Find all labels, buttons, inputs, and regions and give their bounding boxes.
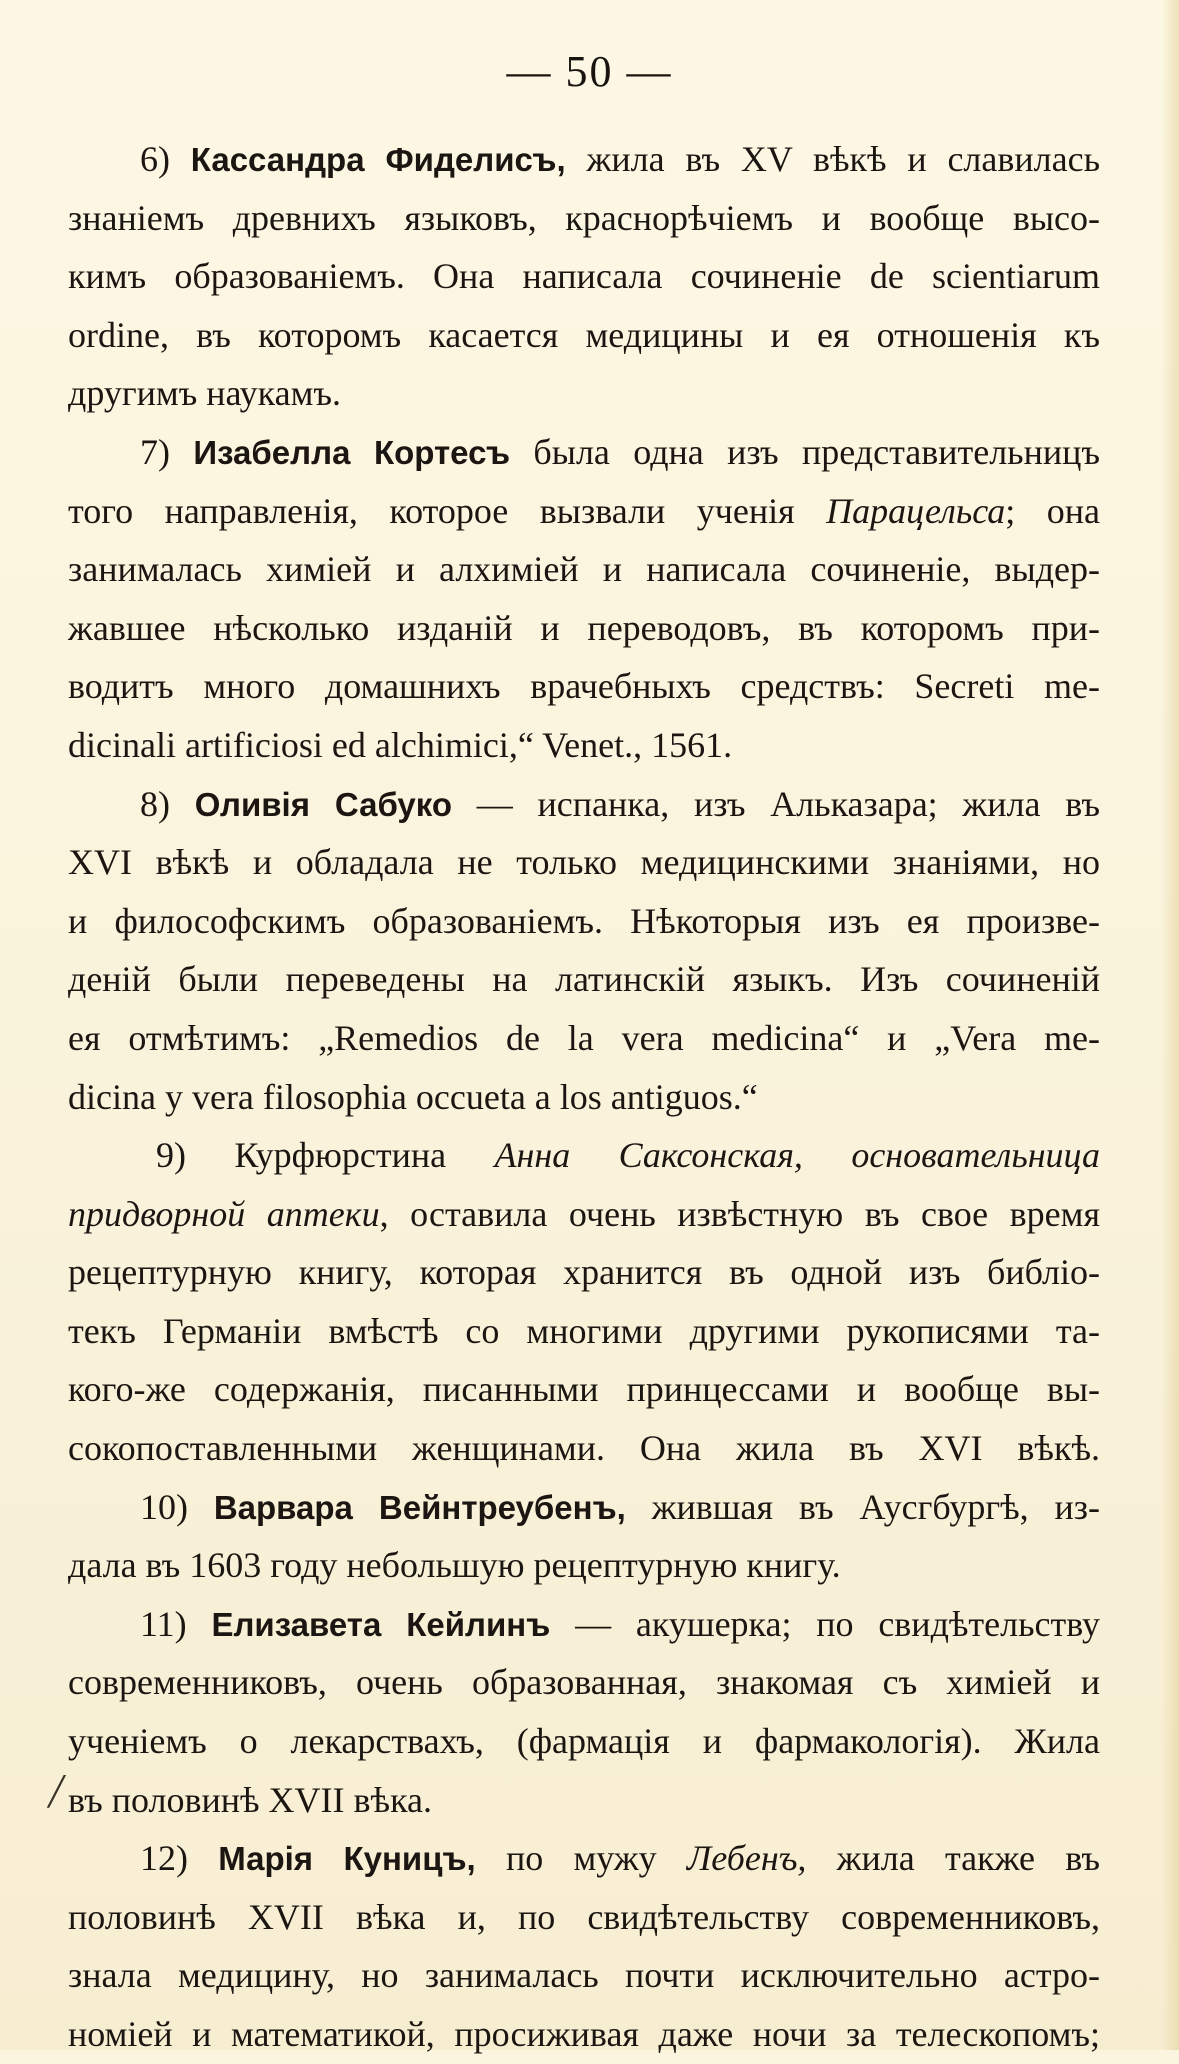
italic-text: Парацельса xyxy=(826,490,1006,531)
text-line xyxy=(68,1946,1179,2005)
text-line-content xyxy=(68,491,1100,531)
text-line xyxy=(68,716,1179,775)
text-line xyxy=(68,1536,1179,1595)
text-run: кого-же содержанія, писанными принцессами и вообще вы- xyxy=(68,1369,1100,1410)
text-run: сокопоставленными женщинами. Она жила въ XVI вѣкѣ. xyxy=(68,1428,1100,1469)
person-name: Варвара Вейнтреубенъ, xyxy=(213,1488,626,1526)
text-line xyxy=(68,1068,1179,1127)
text-line xyxy=(68,1653,1179,1712)
text-run: номіей и математикой, просиживая даже ночи за телескопомъ; xyxy=(68,2014,1100,2054)
person-name: Кассандра Фиделисъ, xyxy=(190,141,566,178)
text-run: половинѣ XVII вѣка и, по свидѣтельству современниковъ, xyxy=(68,1896,1100,1937)
text-line xyxy=(68,1302,1179,1361)
text-line-content xyxy=(68,1077,758,1117)
page-number: — 50 — xyxy=(506,47,673,96)
text-line-content xyxy=(68,901,1100,941)
person-name: Изабелла Кортесъ xyxy=(193,433,511,471)
text-line-content xyxy=(140,1838,1100,1878)
text-line-content xyxy=(68,1311,1100,1351)
text-line-content xyxy=(140,1487,1100,1527)
text-run: деній были переведены на латинскій языкъ. Изъ сочиненій xyxy=(68,959,1100,1000)
text-line xyxy=(68,423,1179,482)
text-run: 6) xyxy=(140,139,191,179)
text-line xyxy=(68,599,1179,658)
text-line-content xyxy=(68,2014,1100,2054)
text-line xyxy=(68,1126,1179,1185)
text-line-content xyxy=(68,1018,1100,1058)
text-run: текъ Германіи вмѣстѣ со многими другими рукописями та- xyxy=(68,1310,1100,1351)
text-run: — акушерка; по свидѣтельству xyxy=(550,1603,1101,1644)
text-run: была одна изъ представительницъ xyxy=(510,431,1100,472)
text-line-content xyxy=(68,198,1100,238)
text-run: 9) Курфюрстина xyxy=(156,1135,495,1176)
text-line-content xyxy=(140,432,1100,472)
person-name: Марія Куницъ, xyxy=(218,1840,476,1878)
text-line-content xyxy=(156,1135,1100,1175)
text-run: ; она xyxy=(1005,490,1100,531)
text-run: ученіемъ о лекарствахъ, (фармація и фармакологія). Жила xyxy=(68,1721,1100,1762)
text-run: 10) xyxy=(140,1486,214,1527)
text-line xyxy=(68,833,1179,892)
text-line-content xyxy=(68,1662,1100,1702)
text-run: водитъ много домашнихъ врачебныхъ средствъ: Secreti me- xyxy=(68,666,1100,707)
italic-text: Анна Саксонская, основательница xyxy=(494,1135,1100,1176)
italic-text: Лебенъ, xyxy=(686,1838,807,1879)
text-line xyxy=(68,1419,1179,1478)
text-run: ordine, въ которомъ касается медицины и ея отношенія къ xyxy=(68,314,1100,355)
text-line-content xyxy=(68,959,1100,999)
text-line xyxy=(68,892,1179,951)
text-run: другимъ наукамъ. xyxy=(68,373,342,414)
text-run: — испанка, изъ Альказара; жила въ xyxy=(452,783,1100,824)
person-name: Елизавета Кейлинъ xyxy=(211,1605,551,1643)
text-line-content xyxy=(68,1252,1100,1292)
text-run: XVI вѣкѣ и обладала не только медицинскими знаніями, но xyxy=(68,842,1100,883)
text-line xyxy=(68,657,1179,716)
text-line-content xyxy=(68,373,341,413)
text-run: знаніемъ древнихъ языковъ, краснорѣчіемъ и вообще высо- xyxy=(68,197,1100,238)
text-line xyxy=(68,1595,1179,1654)
text-line-content xyxy=(68,725,732,765)
text-line xyxy=(68,130,1179,189)
text-line-content xyxy=(68,1428,1100,1468)
text-line-content xyxy=(68,256,1100,296)
text-run: , оставила очень извѣстную въ свое время xyxy=(379,1193,1101,1234)
text-line xyxy=(68,1712,1179,1771)
text-run: 11) xyxy=(140,1603,212,1644)
text-line xyxy=(68,1829,1179,1888)
text-run: ея отмѣтимъ: „Remedios de la vera medicina“ и „Vera me- xyxy=(68,1017,1100,1058)
text-run: жавшее нѣсколько изданій и переводовъ, въ которомъ при- xyxy=(68,607,1100,648)
text-run: жила также въ xyxy=(806,1838,1100,1879)
text-line xyxy=(68,1243,1179,1302)
body-text xyxy=(68,130,1179,2064)
text-run: дала въ 1603 году небольшую рецептурную книгу. xyxy=(68,1545,841,1586)
text-line-content xyxy=(68,666,1100,706)
text-line-content xyxy=(140,139,1100,179)
text-run: 7) xyxy=(140,431,194,472)
text-line-content xyxy=(68,1897,1100,1937)
text-line xyxy=(68,1009,1179,1068)
text-run: dicina y vera filosophia occueta a los antiguos.“ xyxy=(68,1076,758,1117)
text-line-content xyxy=(140,1604,1100,1644)
text-line xyxy=(68,540,1179,599)
text-line-content xyxy=(68,1194,1100,1234)
text-line-content xyxy=(68,608,1100,648)
text-line-content xyxy=(68,549,1100,589)
text-line xyxy=(68,1478,1179,1537)
text-run: 8) xyxy=(140,783,195,824)
text-line xyxy=(68,247,1179,306)
text-line-content xyxy=(68,315,1100,355)
text-line xyxy=(68,2005,1179,2064)
text-run: того направленія, которое вызвали ученія xyxy=(68,490,827,531)
text-line xyxy=(68,1185,1179,1244)
text-line xyxy=(68,1360,1179,1419)
text-run: по мужу xyxy=(475,1838,687,1879)
text-run: рецептурную книгу, которая хранится въ одной изъ библіо- xyxy=(68,1252,1100,1293)
text-run: въ половинѣ XVII вѣка. xyxy=(68,1779,432,1820)
text-line xyxy=(68,189,1179,248)
margin-mark: ╱ xyxy=(48,1777,65,1808)
italic-text: придворной аптеки xyxy=(68,1193,380,1234)
text-line xyxy=(68,1771,1179,1830)
text-run: знала медицину, но занималась почти исключительно астро- xyxy=(68,1955,1100,1996)
text-run: современниковъ, очень образованная, знакомая съ химіей и xyxy=(68,1662,1100,1703)
text-run: и философскимъ образованіемъ. Нѣкоторыя изъ ея произве- xyxy=(68,900,1100,941)
text-run: 12) xyxy=(140,1838,219,1879)
person-name: Оливія Сабуко xyxy=(194,785,452,823)
text-run: занималась химіей и алхиміей и написала сочиненіе, выдер- xyxy=(68,549,1100,590)
text-run: жившая въ Аусгбургѣ, из- xyxy=(625,1486,1100,1527)
text-run: dicinali artificiosi ed alchimici,“ Venet., 1561. xyxy=(68,724,733,765)
text-line xyxy=(68,950,1179,1009)
text-line-content xyxy=(68,1369,1100,1409)
text-line-content xyxy=(68,1955,1100,1995)
text-line-content xyxy=(140,784,1100,824)
text-line-content xyxy=(68,1545,841,1585)
text-line xyxy=(68,775,1179,834)
text-line xyxy=(68,364,1179,423)
text-line-content xyxy=(68,1721,1100,1761)
text-run: жила въ XV вѣкѣ и славилась xyxy=(565,139,1100,179)
text-line xyxy=(68,482,1179,541)
text-run: кимъ образованіемъ. Она написала сочиненіе de scientiarum xyxy=(68,256,1100,297)
text-line-content xyxy=(68,842,1100,882)
text-line xyxy=(68,306,1179,365)
text-line xyxy=(68,1888,1179,1947)
text-line-content xyxy=(68,1780,432,1820)
